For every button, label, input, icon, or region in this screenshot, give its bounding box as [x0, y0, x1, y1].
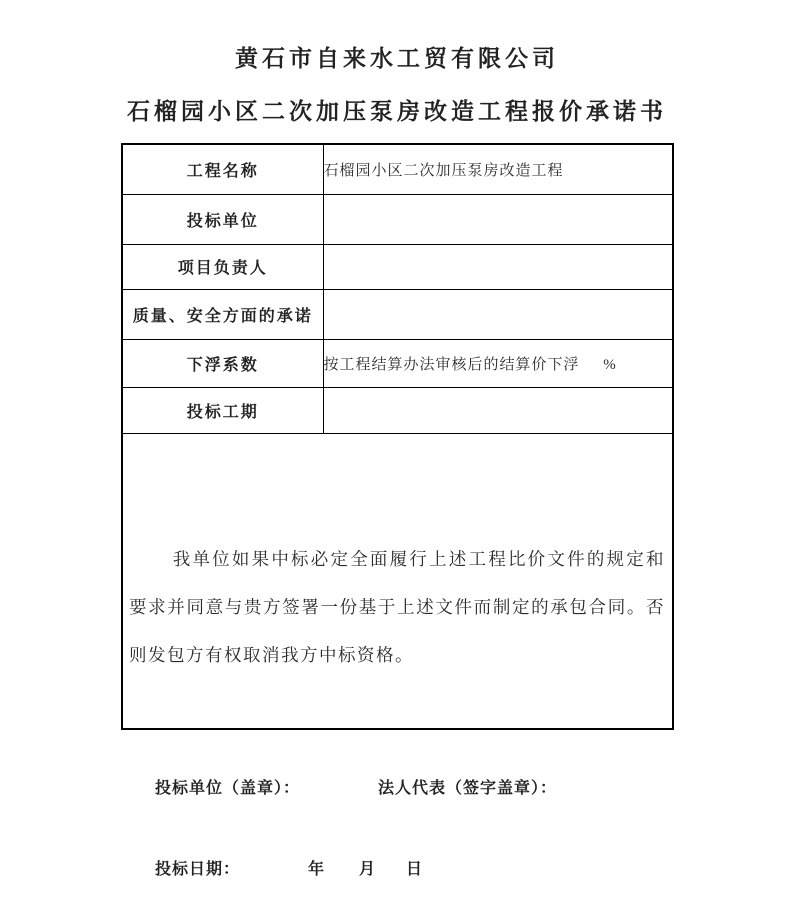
bid-duration-value	[323, 387, 673, 433]
table-row-project-manager	[122, 244, 673, 289]
table-row-bid-duration	[122, 387, 673, 433]
commitment-paragraph: 我单位如果中标必定全面履行上述工程比价文件的规定和要求并同意与贵方签署一份基于上述文件而制定的承包合同。否则发包方有权取消我方中标资格。	[129, 548, 665, 665]
quality-safety-value	[323, 289, 673, 339]
table-row-commitment	[122, 433, 673, 729]
month-label: 月	[359, 861, 377, 878]
project-manager-value	[323, 244, 673, 289]
quality-safety-label: 质量、安全方面的承诺	[122, 289, 323, 339]
day-label: 日	[406, 861, 424, 878]
legal-rep-seal-label: 法人代表（签字盖章）：	[378, 780, 558, 797]
bid-date-label: 投标日期：	[155, 861, 241, 878]
bidder-value	[323, 194, 673, 244]
bidder-label: 投标单位	[122, 194, 323, 244]
project-name-label: 工程名称	[122, 144, 323, 194]
discount-factor-value: 按工程结算办法审核后的结算价下浮 %	[323, 339, 673, 387]
table-row-bidder	[122, 194, 673, 244]
company-title: 黄石市自来水工贸有限公司	[235, 46, 559, 71]
year-label: 年	[308, 861, 326, 878]
project-name-value: 石榴园小区二次加压泵房改造工程	[323, 144, 673, 194]
document-title: 石榴园小区二次加压泵房改造工程报价承诺书	[127, 99, 667, 124]
discount-factor-label: 下浮系数	[122, 339, 323, 387]
project-manager-label: 项目负责人	[122, 244, 323, 289]
bid-duration-label: 投标工期	[122, 387, 323, 433]
table-row-quality-safety	[122, 289, 673, 339]
table-row-project-name	[122, 144, 673, 194]
bid-form-table	[121, 143, 674, 730]
table-row-discount-factor	[122, 339, 673, 387]
commitment-cell	[122, 433, 673, 729]
bidder-seal-label: 投标单位（盖章）：	[155, 780, 301, 797]
